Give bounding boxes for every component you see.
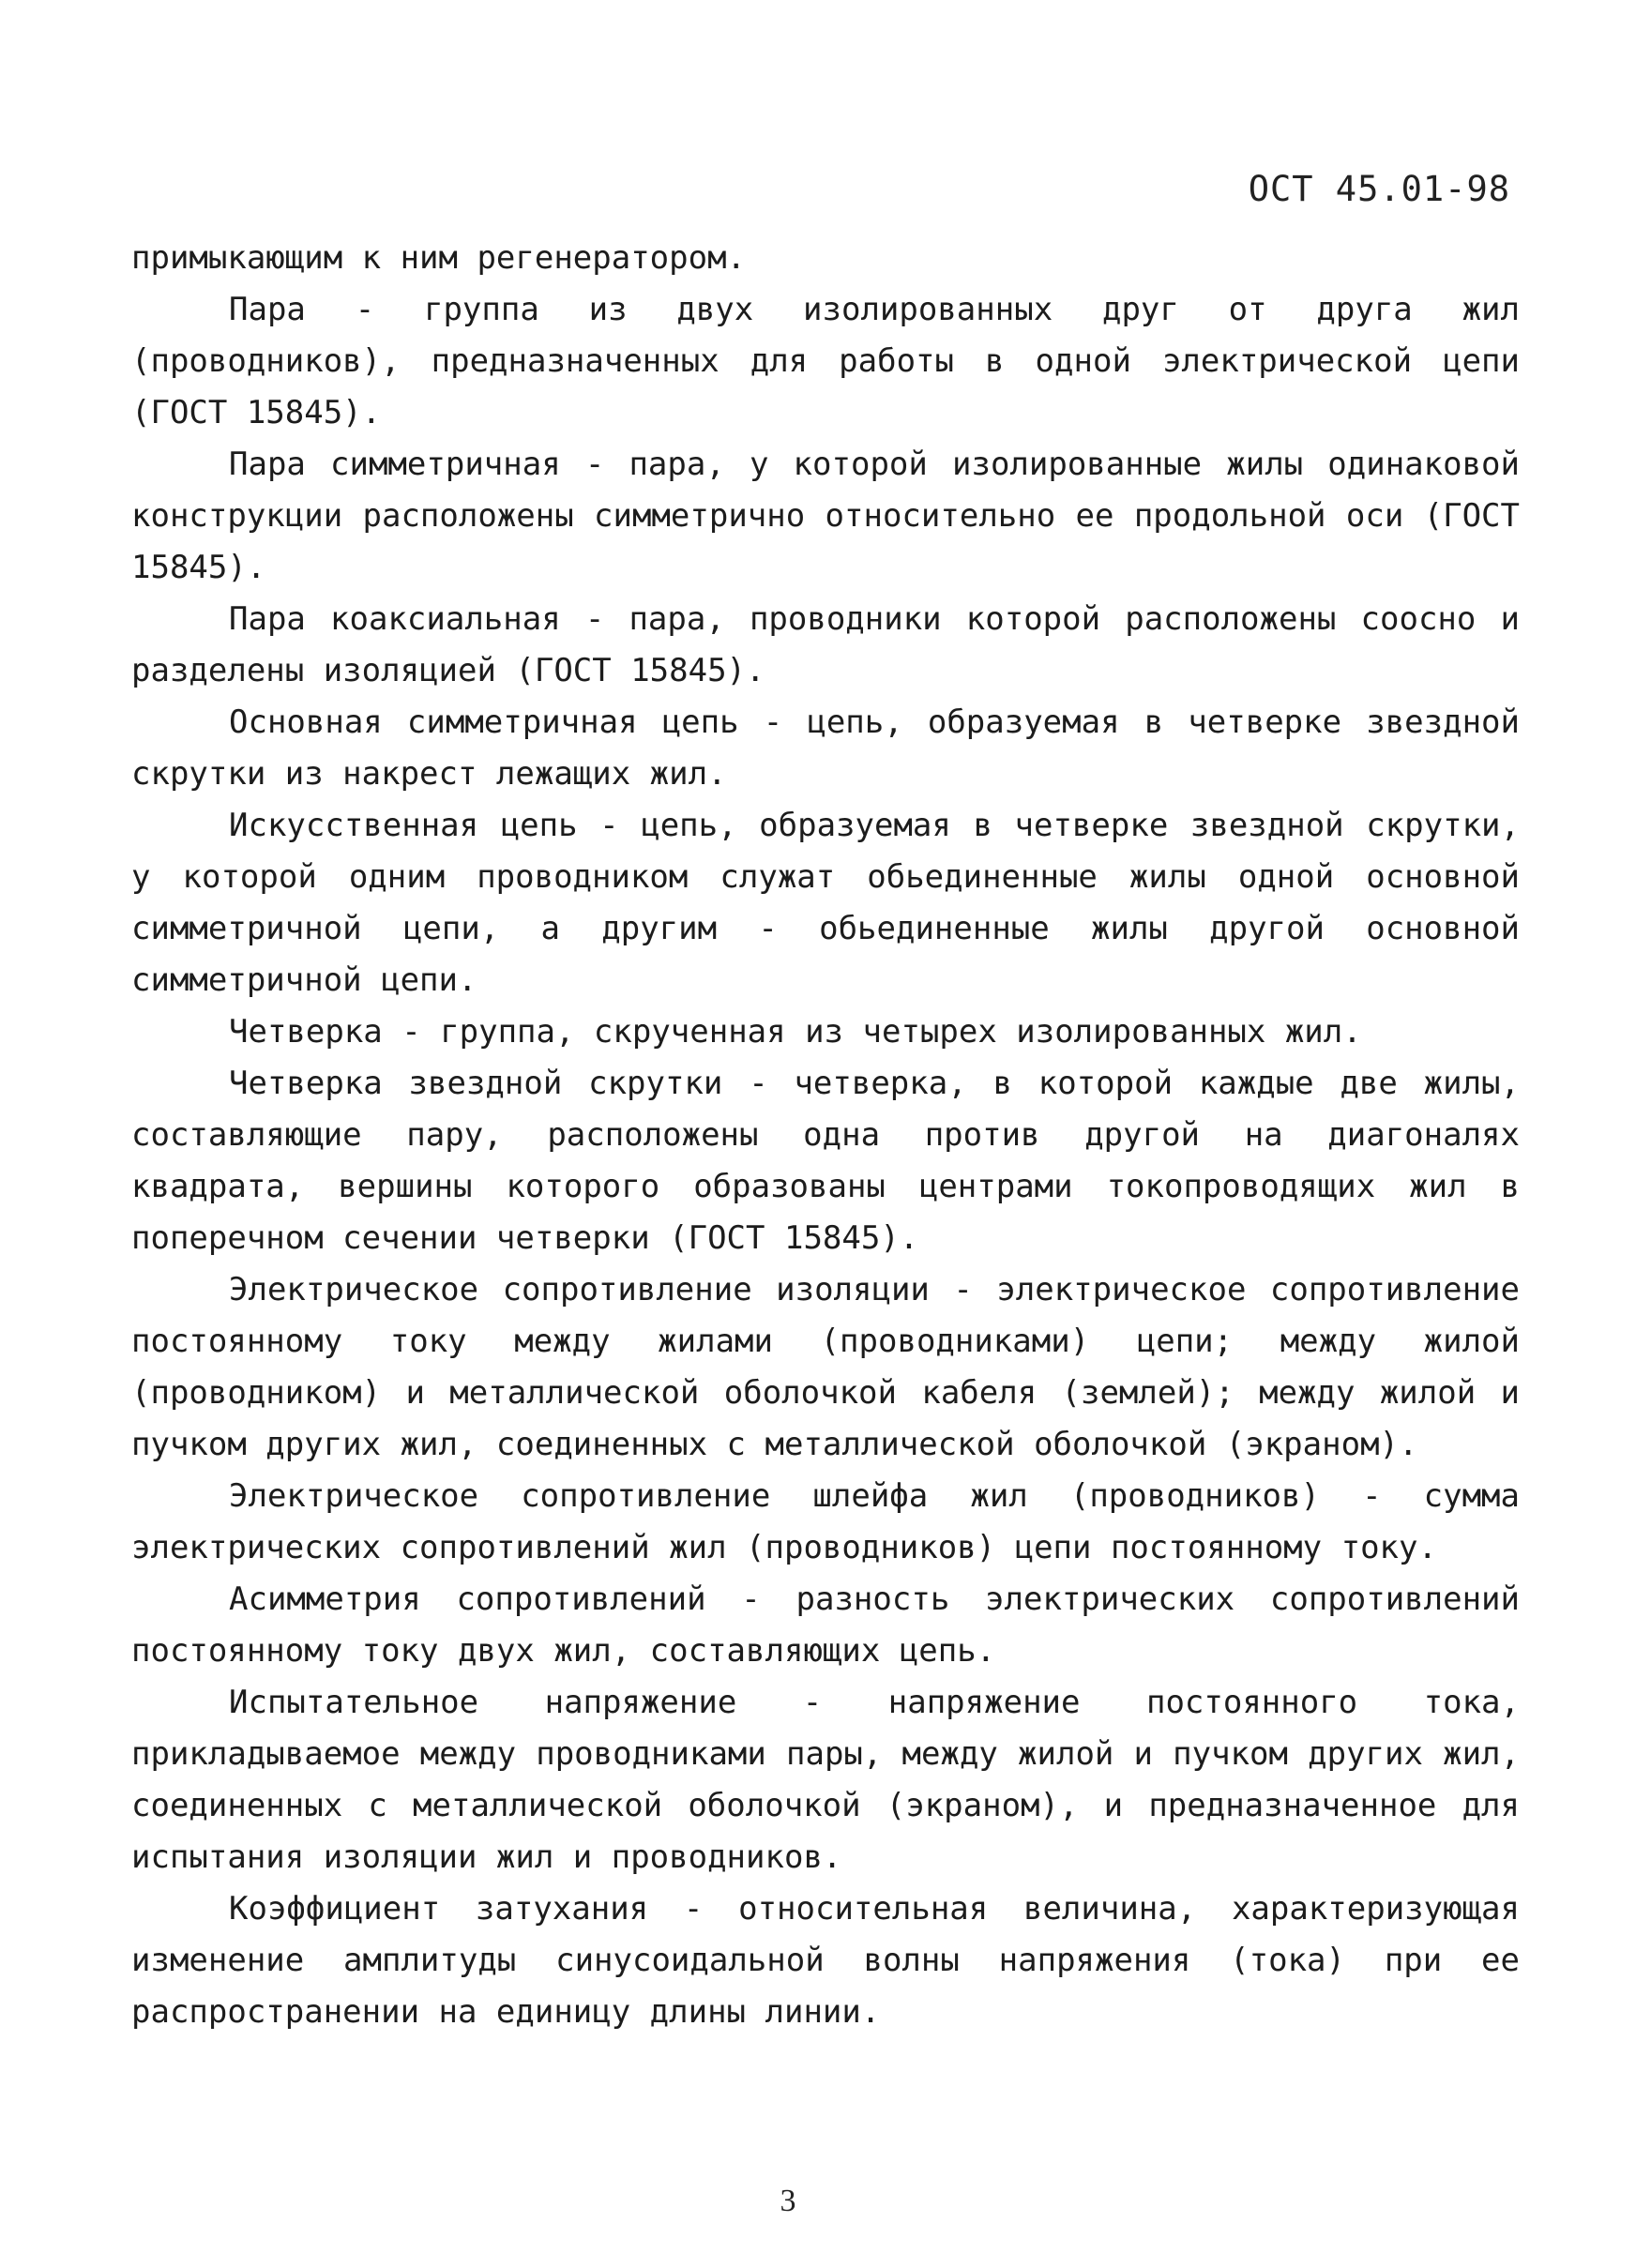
definition-insulation-resistance: Электрическое сопротивление изоляции - электрическое сопротивление постоянному току между жилами (проводниками) цепи; между жилой (проводником) и металлической оболочкой кабеля (землей); между жилой и пучком других жил, соединенных с металлической оболочкой (экраном). [131,1271,1520,1463]
definition-star-quad: Четверка звездной скрутки - четверка, в которой каждые две жилы, составляющие пару, расположены одна против другой на диагоналях квадрата, вершины которого образованы центрами токопроводящих жил в поперечном сечении четверки (ГОСТ 15845). [131,1065,1520,1257]
definition-coaxial-pair: Пара коаксиальная - пара, проводники которой расположены соосно и разделены изоляцией (ГОСТ 15845). [131,600,1520,689]
definition-pair: Пара - группа из двух изолированных друг от друга жил (проводников), предназначенных для работы в одной электрической цепи (ГОСТ 15845). [131,291,1520,431]
definition-main-symmetric-circuit: Основная симметричная цепь - цепь, образуемая в четверке звездной скрутки из накрест лежащих жил. [131,703,1520,793]
definition-attenuation-coefficient: Коэффициент затухания - относительная величина, характеризующая изменение амплитуды синусоидальной волны напряжения (тока) при ее распространении на единицу длины линии. [131,1890,1520,2031]
definition-artificial-circuit: Искусственная цепь - цепь, образуемая в четверке звездной скрутки, у которой одним проводником служат обьединенные жилы одной основной симметричной цепи, а другим - обьединенные жилы другой основной симметричной цепи. [131,807,1520,999]
document-code: ОСТ 45.01-98 [1248,169,1510,209]
paragraph-continuation: примыкающим к ним регенератором. [131,239,747,277]
definition-quad: Четверка - группа, скрученная из четырех изолированных жил. [229,1013,1362,1051]
definition-test-voltage: Испытательное напряжение - напряжение постоянного тока, прикладываемое между проводниками пары, между жилой и пучком других жил, соединенных с металлической оболочкой (экраном), и предназначенное для испытания изоляции жил и проводников. [131,1684,1520,1876]
definition-resistance-asymmetry: Асимметрия сопротивлений - разность электрических сопротивлений постоянному току двух жил, составляющих цепь. [131,1580,1520,1670]
page-number: 3 [780,2184,796,2218]
definition-symmetric-pair: Пара симметричная - пара, у которой изолированные жилы одинаковой конструкции расположены симметрично относительно ее продольной оси (ГОСТ 15845). [131,446,1520,586]
definition-loop-resistance: Электрическое сопротивление шлейфа жил (проводников) - сумма электрических сопротивлений жил (проводников) цепи постоянному току. [131,1477,1520,1566]
body-text [131,233,1520,2038]
